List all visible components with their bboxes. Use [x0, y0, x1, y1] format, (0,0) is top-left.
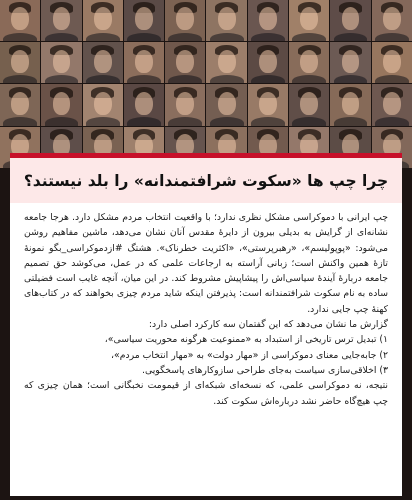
portrait-photo — [0, 0, 40, 41]
body-paragraph: نتیجه، نه دموکراسی علمی، که نسخه‌ای شبکه‌ای از قیمومت نخبگانی است؛ همان چیزی که چپ هیچ‌گاه حاضر نشد درباره‌اش سکوت کند. — [24, 380, 388, 407]
portrait-photo — [248, 0, 288, 41]
portrait-photo — [124, 0, 164, 41]
portrait-photo — [330, 84, 370, 125]
body-paragraph: چپ ایرانی با دموکراسی مشکل نظری ندارد؛ با واقعیت انتخاب مردم مشکل دارد. هرجا جامعه نشانه‌ای از گرایش به بدیلی بیرون از دایرهٔ مقدس آنان نشان می‌دهد، ماشین مفاهیم روشن می‌شود: «پوپولیسم»، «رهبرپرستی»، «اکثریت خطرناک». هشتگ #ازدموکراسی_بگو نمونهٔ تازهٔ همین واکنش است؛ زبانی آراسته به ارجاعات علمی که در عمل، می‌کوشد حق تصمیم جامعه دربارهٔ آیندهٔ سیاسی‌اش را پیشاپیش مشروط کند. در این میان، آنچه غایب است فضیلتی ساده به نام سکوت شرافتمندانه است: پذیرفتن اینکه شاید مردم چیزی بخواهند که در کتاب‌های کهنهٔ چپ جایی ندارد. — [24, 212, 388, 315]
list-item: ۲) جابه‌جایی معنای دموکراسی از «مهار دولت» به «مهار انتخاب مردم»، — [111, 349, 388, 361]
portrait-photo — [83, 0, 123, 41]
portrait-photo — [165, 84, 205, 125]
portrait-photo — [41, 42, 81, 83]
portrait-photo — [83, 84, 123, 125]
portrait-photo — [248, 42, 288, 83]
portrait-photo — [124, 42, 164, 83]
portrait-photo — [372, 84, 412, 125]
portrait-photo — [372, 42, 412, 83]
portrait-photo — [330, 0, 370, 41]
portrait-photo — [289, 0, 329, 41]
portrait-photo — [206, 42, 246, 83]
list-item: ۳) اخلاقی‌سازی سیاست به‌جای طراحی سازوکارهای پاسخگویی. — [141, 364, 388, 376]
portrait-photo — [124, 84, 164, 125]
portrait-photo — [83, 42, 123, 83]
headline-banner — [10, 158, 402, 203]
portrait-photo — [206, 84, 246, 125]
portrait-photo — [330, 42, 370, 83]
portrait-photo — [165, 0, 205, 41]
portrait-photo — [289, 42, 329, 83]
portrait-photo — [248, 84, 288, 125]
portrait-photo — [41, 84, 81, 125]
portrait-photo — [0, 84, 40, 125]
headline: چرا چپ ها «سکوت شرافتمندانه» را بلد نیستند؟ — [23, 171, 389, 190]
portrait-photo — [372, 0, 412, 41]
article-body — [24, 210, 388, 496]
body-paragraph: گزارش ما نشان می‌دهد که این گفتمان سه کارکرد اصلی دارد: — [148, 319, 388, 331]
portrait-photo — [289, 84, 329, 125]
article-card — [10, 153, 402, 496]
portrait-photo — [165, 42, 205, 83]
portrait-photo — [0, 42, 40, 83]
portrait-photo — [41, 0, 81, 41]
portrait-photo — [206, 0, 246, 41]
list-item: ۱) تبدیل ترس تاریخی از استبداد به «ممنوعیت هرگونه محوریت سیاسی»، — [104, 334, 388, 346]
